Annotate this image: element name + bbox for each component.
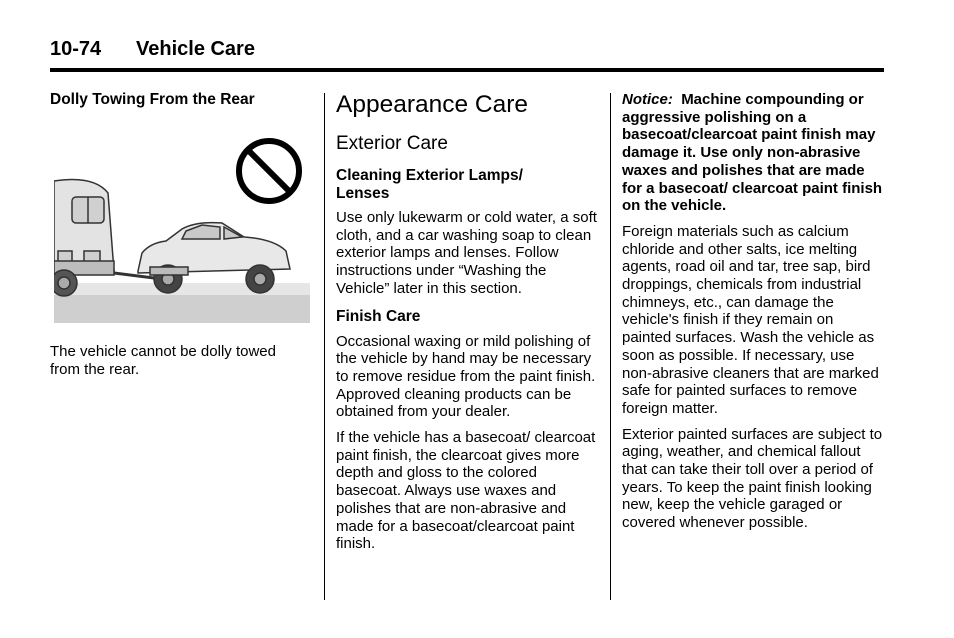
column-divider xyxy=(610,93,611,600)
exterior-care-heading: Exterior Care xyxy=(336,133,448,154)
page-number: 10-74 xyxy=(50,38,102,60)
section-title: Vehicle Care xyxy=(136,38,255,60)
cleaning-lamps-heading: Cleaning Exterior Lamps/ Lenses xyxy=(336,167,523,202)
notice-label: Notice: xyxy=(622,91,673,108)
column-divider xyxy=(324,93,325,600)
column-right xyxy=(622,91,884,532)
road-surface xyxy=(54,293,310,323)
basecoat-text: If the vehicle has a basecoat/ clearcoat paint finish, the clearcoat gives more depth and gloss to the colored basecoat. Always use waxes and polishes that are non-abrasive and made for a basecoat/clearcoat paint finish. xyxy=(336,429,596,553)
notice-block xyxy=(622,91,884,215)
column-left xyxy=(50,91,300,378)
towing-diagram xyxy=(54,133,310,333)
page-header xyxy=(50,38,884,72)
cleaning-lamps-text: Use only lukewarm or cold water, a soft cloth, and a car washing soap to clean exterior lamps and lenses. Follow instructions under “Washing the Vehicle” later in this section. xyxy=(336,209,597,297)
illustration-caption: The vehicle cannot be dolly towed from the rear. xyxy=(50,343,276,378)
column-middle xyxy=(336,91,598,553)
finish-care-text: Occasional waxing or mild polishing of the vehicle by hand may be necessary to remove residue from the paint finish. Approved cleaning products can be obtained from your dealer. xyxy=(336,332,596,421)
notice-text: Machine compounding or aggressive polishing on a basecoat/clearcoat paint finish may damage it. Use only non-abrasive waxes and polishes that are made for a basecoat/ clearcoat paint finish on the vehicle. xyxy=(622,91,883,215)
dolly-towing-illustration xyxy=(54,133,310,333)
dolly-towing-heading: Dolly Towing From the Rear xyxy=(50,91,255,108)
painted-surfaces-text: Exterior painted surfaces are subject to aging, weather, and chemical fallout that can take their toll over a period of years. To keep the paint finish looking new, keep the vehicle garaged or covered whenever possible. xyxy=(622,425,883,532)
foreign-materials-text: Foreign materials such as calcium chloride and other salts, ice melting agents, road oil and tar, tree sap, bird droppings, chemicals from industrial chimneys, etc., can damage the vehicle's finish if they remain on painted surfaces. Wash the vehicle as soon as possible. If necessary, use non-abrasive cleaners that are marked safe for painted surfaces to remove foreign matter. xyxy=(622,222,879,417)
appearance-care-title: Appearance Care xyxy=(336,91,529,118)
finish-care-heading: Finish Care xyxy=(336,307,421,325)
